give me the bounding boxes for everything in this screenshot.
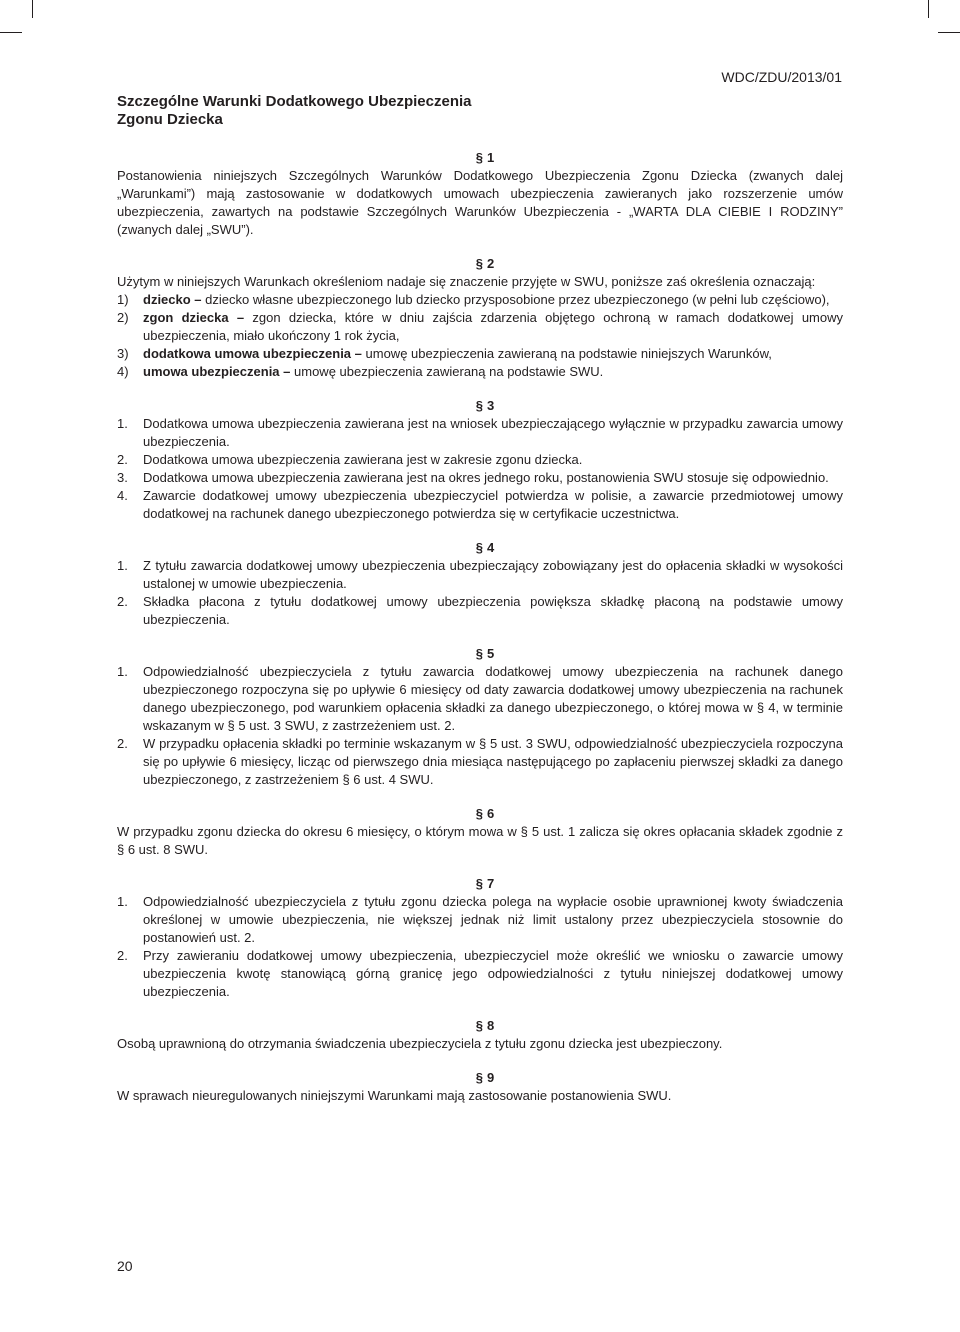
definition-term: dodatkowa umowa ubezpieczenia [143,346,352,361]
list-item: 2. Przy zawieraniu dodatkowej umowy ubezpieczenia, ubezpieczyciel może określić we wniosku o zawarcie umowy ubezpieczenia kwotę stanowiącą górną granicę jego odpowiedzialności z tytułu niniejszej dodatkowej umowy ubezpieczenia. [117,948,843,999]
list-item: 2. Dodatkowa umowa ubezpieczenia zawierana jest w zakresie zgonu dziecka. [117,452,583,467]
definition-item: 4) umowa ubezpieczenia – umowę ubezpieczenia zawieraną na podstawie SWU. [117,364,604,379]
section-text: W przypadku zgonu dziecka do okresu 6 miesięcy, o którym mowa w § 5 ust. 1 zalicza się okres opłacania składek zgodnie z § 6 ust. 8 SWU. [117,824,843,857]
crop-mark [0,32,22,33]
section-heading: § 9 [475,1070,495,1085]
definition-term: zgon dziecka [143,310,229,325]
definition-item: 2) zgon dziecka – zgon dziecka, które w dniu zajścia zdarzenia objętego ochroną w ramach dodatkowej umowy ubezpieczenia, miało ukończony 1 rok życia, [117,310,843,343]
document-body [117,149,843,1105]
definition-item: 1) dziecko – dziecko własne ubezpieczonego lub dziecko przysposobione przez ubezpieczonego (w pełni lub częściowo), [117,292,830,307]
list-item: 4. Zawarcie dodatkowej umowy ubezpieczenia ubezpieczyciel potwierdza w polisie, a zawarcie przedmiotowej umowy dodatkowej na rachunek danego ubezpieczonego potwierdza się w certyfikacie uczestnictwa. [117,488,843,521]
section-heading: § 8 [475,1018,495,1033]
section-1 [117,149,843,239]
section-heading: § 6 [475,806,495,821]
section-7 [117,875,843,1001]
section-2 [117,255,843,381]
section-text: Postanowienia niniejszych Szczególnych Warunków Dodatkowego Ubezpieczenia Zgonu Dziecka (zwanych dalej „Warunkami”) mają zastosowanie w dodatkowych umowach ubezpieczenia zawieranych jako rozszerzenie umów ubezpieczenia, zawartych na podstawie Szczególnych Warunków Ubezpieczenia - „WARTA DLA CIEBIE I RODZINY” (zwanych dalej „SWU”). [117,168,843,237]
title-line-1: Szczególne Warunki Dodatkowego Ubezpieczenia [117,93,472,110]
definition-term: dziecko [143,292,191,307]
document-title [117,93,472,129]
section-heading: § 2 [475,256,495,271]
crop-mark [32,0,33,18]
definition-text: umowę ubezpieczenia zawieraną na podstawie niniejszych Warunków, [365,346,772,361]
section-3 [117,397,843,523]
section-text: Osobą uprawnioną do otrzymania świadczenia ubezpieczyciela z tytułu zgonu dziecka jest ubezpieczony. [117,1036,723,1051]
definition-term: umowa ubezpieczenia [143,364,280,379]
list-item: 3. Dodatkowa umowa ubezpieczenia zawierana jest na okres jednego roku, postanowienia SWU stosuje się odpowiednio. [117,470,829,485]
section-8 [117,1017,843,1053]
section-5 [117,645,843,789]
section-text: W sprawach nieuregulowanych niniejszymi Warunkami mają zastosowanie postanowienia SWU. [117,1088,672,1103]
list-item: 1. Odpowiedzialność ubezpieczyciela z tytułu zgonu dziecka polega na wypłacie osobie uprawnionej kwoty świadczenia określonej w umowie ubezpieczenia, nie większej jednak niż limit ustalony przez ubezpieczyciela stosownie do postanowień ust. 2. [117,894,843,945]
crop-mark [928,0,929,18]
section-heading: § 7 [475,876,495,891]
list-item: 1. Z tytułu zawarcia dodatkowej umowy ubezpieczenia ubezpieczający zobowiązany jest do opłacenia składki w wysokości ustalonej w umowie ubezpieczenia. [117,558,843,591]
list-item: 1. Dodatkowa umowa ubezpieczenia zawierana jest na wniosek ubezpieczającego wyłącznie w przypadku zawarcia umowy ubezpieczenia. [117,416,843,449]
definition-text: zgon dziecka, które w dniu zajścia zdarzenia objętego ochroną w ramach dodatkowej umowy ubezpieczenia, miało ukończony 1 rok życia, [143,310,843,343]
list-item: 2. Składka płacona z tytułu dodatkowej umowy ubezpieczenia powiększa składkę płaconą na podstawie umowy ubezpieczenia. [117,594,843,627]
section-4 [117,539,843,629]
definition-text: umowę ubezpieczenia zawieraną na podstawie SWU. [294,364,604,379]
list-item: 2. W przypadku opłacenia składki po terminie wskazanym w § 5 ust. 3 SWU, odpowiedzialność ubezpieczyciela rozpoczyna się po upływie 6 miesięcy, licząc od pierwszego dnia miesiąca następującego po zapłaceniu pierwszej składki za danego ubezpieczonego, z zastrzeżeniem § 6 ust. 4 SWU. [117,736,843,787]
definition-text: dziecko własne ubezpieczonego lub dziecko przysposobione przez ubezpieczonego (w pełni lub częściowo), [205,292,830,307]
section-intro: Użytym w niniejszych Warunkach określeniom nadaje się znaczenie przyjęte w SWU, poniższe zaś określenia oznaczają: [117,274,816,289]
document-code: WDC/ZDU/2013/01 [721,69,842,85]
section-heading: § 1 [475,150,495,165]
page-number: 20 [117,1258,133,1274]
section-9 [117,1069,843,1105]
section-heading: § 3 [475,398,495,413]
definition-item: 3) dodatkowa umowa ubezpieczenia – umowę ubezpieczenia zawieraną na podstawie niniejszych Warunków, [117,346,772,361]
title-line-2: Zgonu Dziecka [117,111,223,128]
section-6 [117,805,843,859]
list-item: 1. Odpowiedzialność ubezpieczyciela z tytułu zawarcia dodatkowej umowy ubezpieczenia na rachunek danego ubezpieczonego rozpoczyna się po upływie 6 miesięcy od daty zawarcia dodatkowej umowy ubezpieczenia na rachunek danego ubezpieczonego, pod warunkiem opłacenia składki za danego ubezpieczonego, o której mowa w § 4, w terminie wskazanym w § 5 ust. 3 SWU, z zastrzeżeniem ust. 2. [117,664,843,733]
crop-mark [938,32,960,33]
section-heading: § 4 [475,540,495,555]
section-heading: § 5 [475,646,495,661]
